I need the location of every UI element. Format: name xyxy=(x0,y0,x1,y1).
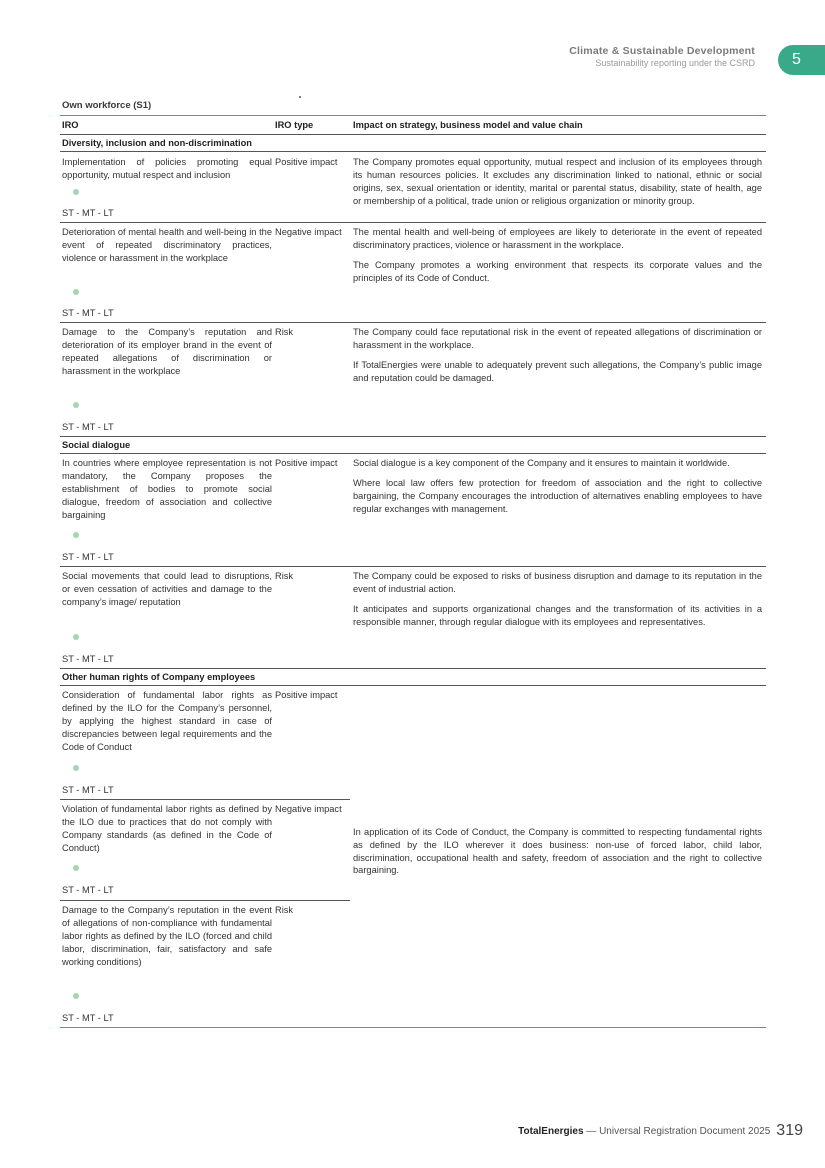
impact-cell xyxy=(350,457,766,566)
iro-cell xyxy=(60,800,272,900)
iro-cell xyxy=(60,323,272,436)
iro-text: In countries where employee representation is not mandatory, the Company proposes the establishment of bodies to promote social dialogue, freedom of association and collective bargaining xyxy=(62,458,272,520)
impact-paragraph: The mental health and well-being of employees are likely to deteriorate in the event of repeated discriminatory practices, violence or harassment in the workplace. xyxy=(353,227,762,250)
iro-text: Consideration of fundamental labor rights as defined by the ILO for the Company’s personnel, by applying the highest standard in case of discrepancies between legal requirements and the Code of Conduct xyxy=(62,690,272,752)
horizon-bullet-icon xyxy=(73,765,79,771)
iro-cell xyxy=(60,901,272,1027)
impact-paragraph: Social dialogue is a key component of the Company and it ensures to maintain it worldwide. xyxy=(353,458,730,468)
group-3-body xyxy=(60,686,766,1027)
iro-type: Risk xyxy=(275,327,294,337)
impact-cell xyxy=(350,226,766,322)
iro-type: Risk xyxy=(275,905,294,915)
iro-type: Risk xyxy=(275,571,294,581)
iro-cell xyxy=(60,567,272,668)
iro-cell xyxy=(60,223,272,322)
header-subtitle: Sustainability reporting under the CSRD xyxy=(595,58,755,68)
shared-impact-cell xyxy=(350,686,766,1027)
horizon-label: ST - MT - LT xyxy=(62,654,114,664)
horizon-bullet-icon xyxy=(73,532,79,538)
impact-paragraph: Where local law offers few protection for freedom of association and the right to collective bargaining, the Company encourages the introduction of alternatives enabling employees to have regular exchanges with management. xyxy=(353,477,762,514)
iro-text: Damage to the Company’s reputation and deterioration of its employer brand in the event of repeated allegations of discrimination or harassment in the workplace xyxy=(62,327,272,376)
impact-paragraph: The Company could be exposed to risks of business disruption and damage to its reputation in the event of industrial action. xyxy=(353,571,762,594)
iro-type: Negative impact xyxy=(275,804,342,814)
chapter-tab: 5 xyxy=(778,45,825,75)
table-row xyxy=(60,567,766,669)
footer-brand: TotalEnergies xyxy=(518,1126,584,1137)
table-row xyxy=(60,686,350,800)
horizon-label: ST - MT - LT xyxy=(62,1013,114,1023)
horizon-label: ST - MT - LT xyxy=(62,885,114,895)
shared-impact-text: In application of its Code of Conduct, the Company is committed to respecting fundamental rights as defined by the ILO wherever it does business: non-use of forced labor, child labor, discrimination, occupational health and safety, freedom of association and the right to collective bargaining. xyxy=(353,826,762,876)
footer-text: — Universal Registration Document 2025 xyxy=(583,1126,771,1137)
table-bottom-rule xyxy=(60,1027,766,1028)
horizon-bullet-icon xyxy=(73,993,79,999)
iro-text: Damage to the Company’s reputation in the event of allegations of non-compliance with fundamental labor rights as defined by the ILO (forced and child labor, discrimination, fair, satisfactory and safe working conditions) xyxy=(62,905,272,967)
impact-cell xyxy=(350,156,766,222)
iro-text: Violation of fundamental labor rights as defined by the ILO due to practices that do not comply with Company standards (as defined in the Code of Conduct) xyxy=(62,804,272,853)
iro-cell xyxy=(60,686,272,799)
page-header xyxy=(569,45,755,68)
impact-paragraph: The Company could face reputational risk in the event of repeated allegations of discrimination or harassment in the workplace. xyxy=(353,327,762,350)
page-number: 319 xyxy=(776,1122,803,1139)
impact-cell xyxy=(350,570,766,668)
table-row xyxy=(60,901,350,1027)
horizon-label: ST - MT - LT xyxy=(62,785,114,795)
horizon-bullet-icon xyxy=(73,402,79,408)
table-row xyxy=(60,454,766,567)
table-row xyxy=(60,323,766,437)
iro-cell xyxy=(60,152,272,222)
table-header-row xyxy=(60,115,766,135)
impact-cell xyxy=(350,326,766,436)
group-title: Social dialogue xyxy=(60,437,766,454)
impact-paragraph: If TotalEnergies were unable to adequately prevent such allegations, the Company’s public image and reputation could be damaged. xyxy=(353,359,762,383)
page-footer xyxy=(518,1122,803,1140)
iro-type: Positive impact xyxy=(275,458,338,468)
header-iro: IRO xyxy=(62,120,79,130)
iro-text: Implementation of policies promoting equal opportunity, mutual respect and inclusion xyxy=(62,157,272,180)
horizon-label: ST - MT - LT xyxy=(62,308,114,318)
iro-type: Positive impact xyxy=(275,690,338,700)
horizon-bullet-icon xyxy=(73,634,79,640)
horizon-bullet-icon xyxy=(73,189,79,195)
iro-text: Social movements that could lead to disruptions, or even cessation of activities and damage to the company’s image/ reputation xyxy=(62,571,272,607)
header-iro-type: IRO type xyxy=(275,120,314,130)
impact-paragraph: It anticipates and supports organizational changes and the transformation of its activities in a responsible manner, through regular dialogue with its employees and representatives. xyxy=(353,603,762,627)
horizon-bullet-icon xyxy=(73,289,79,295)
section-title: Own workforce (S1) xyxy=(62,100,152,111)
impact-paragraph: The Company promotes equal opportunity, mutual respect and inclusion of its employees through its human resources policies. It excludes any discrimination linked to national, ethnic or social origins, sex, sexual orientation or identity, marital or parental status, disability, state of health, age or membership of a political, trade union or religious organization or minority group. xyxy=(353,157,762,206)
iro-table xyxy=(60,115,766,1028)
stray-dot xyxy=(299,96,301,98)
table-row xyxy=(60,223,766,323)
group-title: Other human rights of Company employees xyxy=(60,669,766,686)
horizon-label: ST - MT - LT xyxy=(62,208,114,218)
iro-type: Positive impact xyxy=(275,157,338,167)
horizon-label: ST - MT - LT xyxy=(62,552,114,562)
iro-cell xyxy=(60,454,272,566)
header-title: Climate & Sustainable Development xyxy=(569,45,755,57)
group-3-rows xyxy=(60,686,350,1027)
table-row xyxy=(60,800,350,901)
iro-text: Deterioration of mental health and well-being in the event of repeated discriminatory practices, violence or harassment in the workplace xyxy=(62,227,272,263)
table-row xyxy=(60,152,766,223)
group-title: Diversity, inclusion and non-discrimination xyxy=(60,135,766,152)
horizon-bullet-icon xyxy=(73,865,79,871)
horizon-label: ST - MT - LT xyxy=(62,422,114,432)
iro-type: Negative impact xyxy=(275,227,342,237)
impact-paragraph: The Company promotes a working environment that respects its corporate values and the principles of its Code of Conduct. xyxy=(353,259,762,283)
header-impact: Impact on strategy, business model and value chain xyxy=(353,120,583,130)
